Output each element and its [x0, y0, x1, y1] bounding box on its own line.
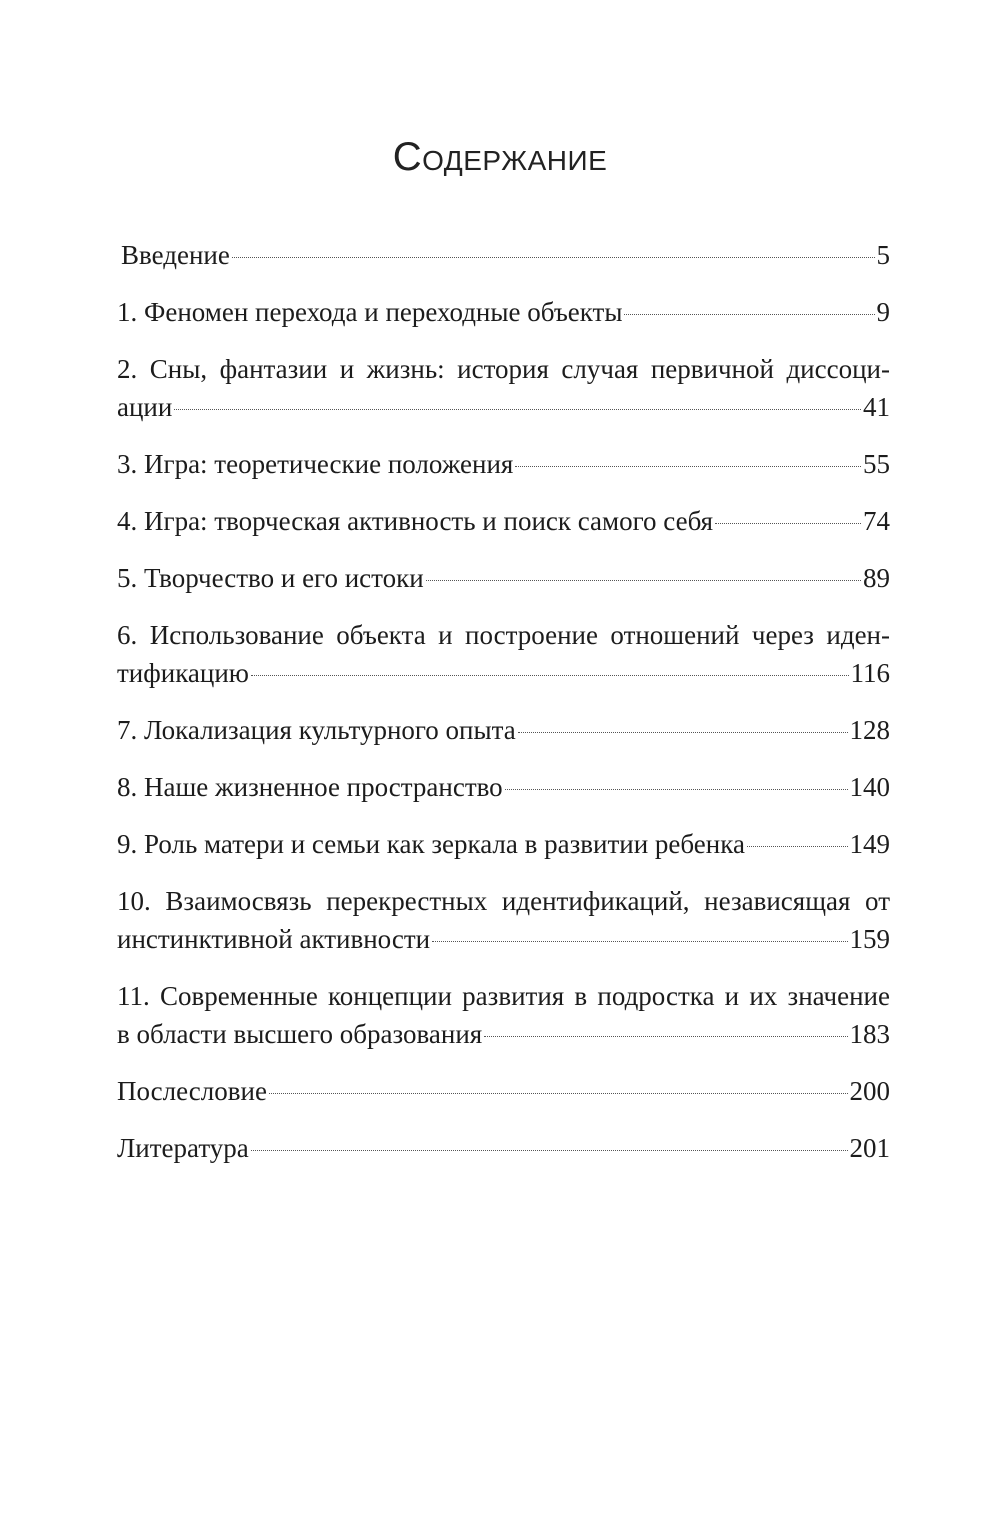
dot-leader: [269, 1093, 848, 1094]
toc-entry: [117, 768, 890, 806]
toc-row: [117, 1015, 890, 1053]
toc-entry-title: тификацию: [117, 658, 249, 688]
toc-entry-title-line1: 10. Взаимосвязь перекрестных идентификаций, независящая от: [117, 886, 890, 916]
dot-leader: [251, 675, 849, 676]
toc-entry: [117, 559, 890, 597]
toc-entry-title: 4. Игра: творческая активность и поиск самого себя: [117, 506, 714, 536]
toc-entry-title-line1: 11. Современные концепции развития в подростка и их значение: [117, 981, 890, 1011]
toc-page-number: 183: [849, 1019, 890, 1049]
toc-page-number: 74: [863, 506, 890, 536]
toc-page-number: 159: [849, 924, 890, 954]
toc-entry: [117, 977, 890, 1053]
toc-page-number: 149: [849, 829, 890, 859]
toc-row: [117, 1129, 890, 1167]
toc-row: [117, 825, 890, 863]
toc-entry-title: ации: [117, 392, 173, 422]
toc-entry-title: 7. Локализация культурного опыта: [117, 715, 516, 745]
toc-entry-title: 1. Феномен перехода и переходные объекты: [117, 297, 623, 327]
toc-entry: [117, 882, 890, 958]
toc-entry-title: Введение: [121, 240, 230, 270]
toc-entry: [117, 711, 890, 749]
table-of-contents: [117, 236, 890, 1186]
toc-row: [117, 445, 890, 483]
toc-entry-title-line1: 2. Сны, фантазии и жизнь: история случая первичной диссоци-: [117, 354, 890, 384]
toc-entry-title: Литература: [117, 1133, 249, 1163]
dot-leader: [515, 466, 861, 467]
toc-entry-title: инстинктивной активности: [117, 924, 431, 954]
toc-entry-title: 8. Наше жизненное пространство: [117, 772, 503, 802]
dot-leader: [715, 523, 861, 524]
toc-entry: [117, 502, 890, 540]
toc-row: [117, 388, 890, 426]
toc-row: [117, 768, 890, 806]
page-title: Содержание: [392, 135, 608, 179]
toc-entry-title: Послесловие: [117, 1076, 267, 1106]
toc-entry: [117, 1129, 890, 1167]
toc-page-number: 89: [863, 563, 890, 593]
dot-leader: [624, 314, 874, 315]
toc-page-number: 9: [876, 297, 890, 327]
toc-entry: [117, 825, 890, 863]
dot-leader: [518, 732, 848, 733]
toc-page-number: 41: [863, 392, 890, 422]
toc-entry-title-line1: 6. Использование объекта и построение отношений через иден-: [117, 620, 890, 650]
toc-entry-title: 5. Творчество и его истоки: [117, 563, 424, 593]
toc-row: [117, 559, 890, 597]
toc-page-number: 201: [849, 1133, 890, 1163]
dot-leader: [747, 846, 848, 847]
toc-row: [117, 293, 890, 331]
toc-row: [117, 502, 890, 540]
toc-entry: [117, 616, 890, 692]
toc-row: [117, 711, 890, 749]
toc-entry: [117, 1072, 890, 1110]
dot-leader: [174, 409, 861, 410]
toc-page-number: 55: [863, 449, 890, 479]
toc-page-number: 5: [876, 240, 890, 270]
toc-row: [117, 920, 890, 958]
dot-leader: [426, 580, 861, 581]
dot-leader: [484, 1036, 847, 1037]
toc-row: [121, 236, 890, 274]
toc-page-number: 140: [849, 772, 890, 802]
dot-leader: [432, 941, 847, 942]
toc-entry: [117, 350, 890, 426]
dot-leader: [251, 1150, 848, 1151]
toc-entry: [117, 445, 890, 483]
toc-page-number: 128: [849, 715, 890, 745]
toc-row: [117, 1072, 890, 1110]
toc-entry: [117, 236, 890, 274]
toc-entry-title: в области высшего образования: [117, 1019, 483, 1049]
dot-leader: [232, 257, 875, 258]
toc-entry-title: 3. Игра: теоретические положения: [117, 449, 514, 479]
toc-entry-title: 9. Роль матери и семьи как зеркала в развитии ребенка: [117, 829, 745, 859]
toc-page-number: 116: [850, 658, 890, 688]
toc-row: [117, 654, 890, 692]
toc-page-number: 200: [849, 1076, 890, 1106]
toc-entry: [117, 293, 890, 331]
dot-leader: [505, 789, 848, 790]
